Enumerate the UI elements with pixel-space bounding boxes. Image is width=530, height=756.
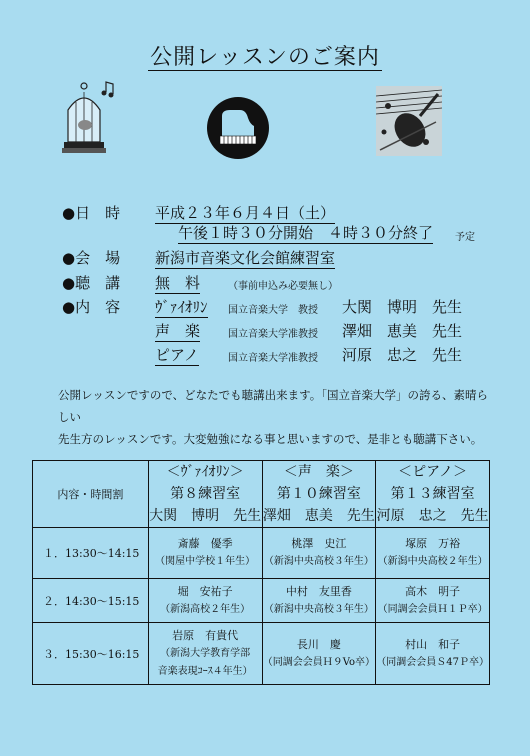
time-slot: ２．14:30～15:15 (33, 579, 149, 623)
column-teacher: 河原 忠之 先生 (376, 508, 489, 524)
affiliation-vocal: 国立音楽大学准教授 (228, 329, 318, 340)
content-label: ●内 容 (62, 298, 121, 316)
teacher-violin: 大関 博明 先生 (342, 298, 463, 316)
student-name: 高木 明子 (405, 584, 461, 598)
column-header-piano (376, 461, 490, 528)
schedule-table (32, 460, 490, 685)
table-row (33, 623, 490, 685)
column-title: ＜声 楽＞ (283, 464, 354, 480)
student-name: 中村 友里香 (285, 584, 352, 598)
teacher-piano: 河原 忠之 先生 (342, 346, 463, 364)
student-cell (376, 579, 490, 623)
student-name: 堀 安祐子 (177, 584, 233, 598)
column-title: ＜ピアノ＞ (398, 464, 468, 480)
instrument-vocal: 声 楽 (155, 322, 201, 340)
student-cell (148, 623, 262, 685)
student-detail: （同調会会員Ｓ47Ｐ卒） (376, 656, 489, 668)
student-cell (376, 623, 490, 685)
table-corner: 内容・時間割 (33, 461, 149, 528)
student-cell (148, 528, 262, 579)
column-teacher: 澤畑 恵美 先生 (262, 508, 375, 524)
instrument-piano: ピアノ (155, 346, 199, 364)
column-room: 第１０練習室 (276, 486, 361, 502)
student-name: 長川 慶 (296, 637, 341, 651)
student-name: 斎藤 優季 (177, 537, 233, 550)
column-header-violin (148, 461, 262, 528)
student-cell (262, 579, 376, 623)
teacher-vocal: 澤畑 恵美 先生 (342, 322, 463, 340)
student-detail: （関屋中学校１年生） (155, 556, 256, 567)
student-detail: （新潟大学教育学部 (160, 647, 251, 659)
affiliation-violin: 国立音楽大学 教授 (228, 305, 318, 316)
student-detail: （新潟中央高校３年生） (263, 603, 374, 615)
table-row (33, 528, 490, 579)
student-cell (376, 528, 490, 579)
time-value: 午後１時３０分開始 ４時３０分終了 (178, 224, 434, 242)
student-cell (148, 579, 262, 623)
birdcage-music-icon (58, 80, 118, 158)
student-name: 村山 和子 (405, 637, 461, 651)
student-detail: （同調会会員Ｈ９Vo卒） (262, 656, 376, 668)
venue-label: ●会 場 (62, 249, 121, 267)
date-value: 平成２３年６月４日（土） (155, 204, 336, 222)
student-detail: （同調会会員Ｈ１Ｐ卒） (377, 603, 488, 615)
grand-piano-icon (206, 96, 270, 160)
notice-text (58, 384, 488, 450)
notice-line-1: 公開レッスンですので、どなたでも聴講出来ます。「国立音楽大学」の誇る、素晴らしい (58, 388, 488, 424)
time-note: 予定 (455, 232, 475, 243)
student-detail: （新潟中央高校２年生） (377, 556, 488, 567)
student-detail-2: 音楽表現ｺｰｽ４年生） (157, 665, 253, 677)
student-detail: （新潟高校２年生） (160, 603, 251, 615)
violin-music-icon (376, 86, 442, 156)
student-cell (262, 623, 376, 685)
student-name: 岩原 有貴代 (172, 628, 239, 642)
student-name: 桃澤 史江 (291, 537, 347, 550)
time-slot: １．13:30～14:15 (33, 528, 149, 579)
student-cell (262, 528, 376, 579)
fee-value: 無 料 (155, 274, 201, 292)
time-slot: ３．15:30～16:15 (33, 623, 149, 685)
column-teacher: 大関 博明 先生 (149, 508, 262, 524)
fee-label: ●聴 講 (62, 274, 121, 292)
venue-value: 新潟市音楽文化会館練習室 (155, 249, 336, 267)
student-name: 塚原 万裕 (405, 537, 461, 550)
column-header-vocal (262, 461, 376, 528)
date-label: ●日 時 (62, 204, 121, 222)
table-row (33, 579, 490, 623)
table-header-row (33, 461, 490, 528)
column-room: 第８練習室 (170, 486, 241, 502)
instrument-violin: ｳﾞｧｲｵﾘﾝ (155, 298, 208, 316)
fee-note: （事前申込み必要無し） (228, 281, 338, 292)
student-detail: （新潟中央高校３年生） (263, 556, 374, 567)
column-title: ＜ｳﾞｧｲｵﾘﾝ＞ (166, 464, 244, 480)
affiliation-piano: 国立音楽大学准教授 (228, 353, 318, 364)
page-title: 公開レッスンのご案内 (150, 45, 380, 70)
column-room: 第１３練習室 (390, 486, 475, 502)
notice-line-2: 先生方のレッスンです。大変勉強になる事と思いますので、是非とも聴講下さい。 (58, 432, 483, 446)
